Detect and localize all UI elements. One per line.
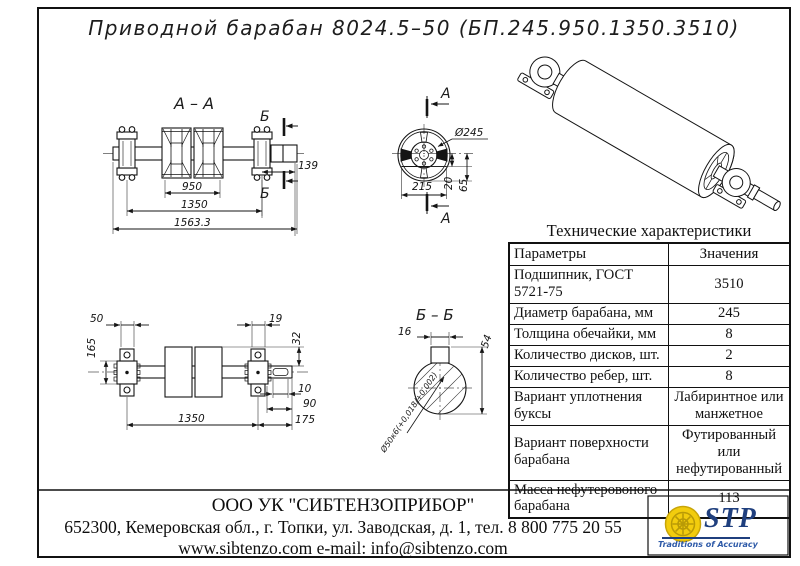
table-row [509,387,790,425]
section-a-circle-drawing [392,96,488,214]
specs-heading: Технические характеристики [546,221,752,240]
stp-logo-text: STP [704,503,757,534]
dim-bb-54: 54 [479,333,495,350]
company-web: www.sibtenzo.com e-mail: info@sibtenzo.com [178,538,508,559]
spec-param: Количество ребер, шт. [509,367,669,388]
dim-sv-175: 175 [295,414,316,426]
column-header-values: Значения [669,243,791,266]
dim-sv-10: 10 [298,383,312,395]
spec-param: Количество дисков, шт. [509,346,669,367]
table-row [509,266,790,304]
specs-table [508,242,791,519]
dim-aa-1563: 1563.3 [174,217,211,229]
bearing-left [117,127,137,181]
dim-a-65: 65 [458,178,470,192]
dim-a-20: 20 [443,176,455,190]
table-row [509,346,790,367]
dim-bb-16: 16 [398,326,412,338]
section-a-marker-top: А [441,86,451,102]
company-address: 652300, Кемеровская обл., г. Топки, ул. Заводская, д. 1, тел. 8 800 775 20 55 [64,517,622,538]
table-row [509,304,790,325]
section-b-marker-top: Б [260,109,270,125]
section-a-marker-bottom: А [441,211,451,227]
logo-tagline: Traditions of Accuracy [658,540,758,549]
spec-value: 245 [669,304,791,325]
table-row [509,367,790,388]
spec-value: 8 [669,325,791,346]
spec-value: 2 [669,346,791,367]
dim-a-215: 215 [412,181,433,193]
dim-sv-90: 90 [303,398,317,410]
spec-value: 8 [669,367,791,388]
table-row [509,425,790,480]
isometric-drum-drawing [513,36,795,233]
section-b-marker-bottom: Б [260,186,270,202]
dim-aa-139: 139 [298,160,319,172]
footer-block [40,495,646,559]
spec-value: 113 [669,480,791,518]
spec-param: Толщина обечайки, мм [509,325,669,346]
dim-bb-shaft-tolerance: Ø50к6(+0,018/+0,002) [379,370,440,455]
spec-value: 3510 [669,266,791,304]
column-header-params: Параметры [509,243,669,266]
dim-aa-950: 950 [182,181,203,193]
spec-value: Футированный или нефутированный [669,425,791,480]
dim-sv-165: 165 [86,337,98,358]
spec-param: Вариант уплотнения буксы [509,387,669,425]
drawing-title: Приводной барабан 8024.5–50 (БП.245.950.1350.3510) [88,16,740,40]
table-row [509,325,790,346]
dim-aa-1350: 1350 [181,199,208,211]
spec-param: Вариант поверхности барабана [509,425,669,480]
dim-sv-19: 19 [269,313,283,325]
spec-param: Подшипник, ГОСТ 5721-75 [509,266,669,304]
logo-rule [662,537,750,539]
table-header-row [509,243,790,266]
dim-sv-1350: 1350 [178,413,205,425]
dim-sv-32: 32 [291,331,303,345]
section-aa-label: А – А [174,94,215,113]
dim-sv-50: 50 [90,313,104,325]
spec-value: Лабиринтное или манжетное [669,387,791,425]
spec-param: Диаметр барабана, мм [509,304,669,325]
section-bb-label: Б – Б [416,306,454,324]
dim-a-diameter: Ø245 [455,127,484,139]
spec-param: Масса нефутеровоного барабана [509,480,669,518]
company-name: ООО УК "СИБТЕНЗОПРИБОР" [211,495,475,516]
section-bb-drawing [396,332,487,440]
